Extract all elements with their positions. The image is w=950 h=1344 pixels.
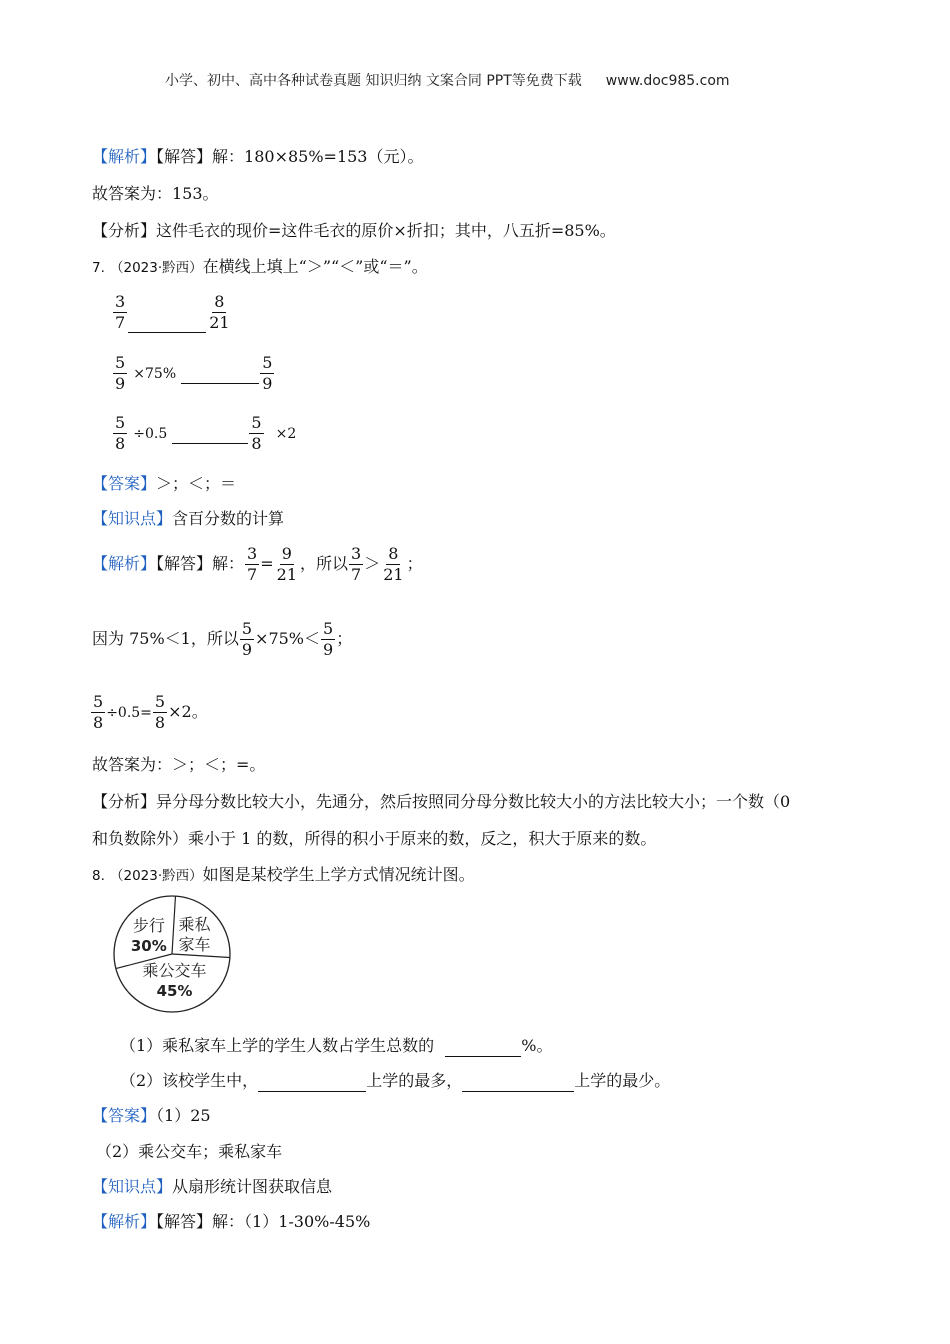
answer-blank[interactable] [172,423,248,444]
answer-blank[interactable] [258,1071,366,1092]
q7-analysis-2: 和负数除外）乘小于 1 的数，所得的积小于原来的数，反之，积大于原来的数。 [92,829,657,848]
q7-number: 7. [92,260,105,276]
tag-jieda: 【解答】 [156,554,213,573]
header-text: 小学、初中、高中各种试卷真题 知识归纳 文案合同 PPT等免费下载 [165,73,582,89]
pie-chart [108,893,238,1015]
q6-answer-line: 故答案为：153。 [92,184,219,203]
tag-jieda: 【解答】 [156,147,213,166]
q7-row2 [112,353,275,394]
fraction: $\frac{3}{7}$ [115,292,126,332]
q6-solution [92,147,424,167]
operator-text: ÷0.5 [133,426,168,442]
header-url[interactable]: www.doc985.com [605,73,730,89]
tag-daan: 【答案】 [92,474,157,493]
tag-zhishidian: 【知识点】 [92,509,173,528]
fraction: $\frac{5}{9}$ [262,353,273,393]
q8-source: （2023·黔西） [109,868,203,884]
fraction: $\frac{8}{21}$ [383,544,404,584]
q8-stem-text: 如图是某校学生上学方式情况统计图。 [202,865,475,884]
q8-stem [92,865,475,886]
q7-answer-text: ＞；＜；＝ [156,474,237,493]
tag-zhishidian: 【知识点】 [92,1177,173,1196]
solution-prefix: 解： [212,554,245,573]
q7-solution-2: 因为 75%＜1，所以 $\frac{5}{9}$ ×75%＜ $\frac{5}{9}$ ； [92,619,353,659]
pie-slice-label: 乘私 [178,915,211,935]
q8-answer [92,1106,211,1126]
q8-sub2-mid: 上学的最多， [366,1071,463,1090]
pie-slice-value-label: 家车 [178,935,211,955]
q8-answer-2: （2）乘公交车；乘私家车 [96,1142,283,1161]
q7-analysis-text: 异分母分数比较大小，先通分，然后按照同分母分数比较大小的方法比较大小；一个数（0 [156,792,791,811]
fraction: $\frac{5}{8}$ [251,413,262,453]
fraction: $\frac{5}{9}$ [241,619,253,659]
answer-blank[interactable] [445,1036,521,1057]
tag-jiexi: 【解析】 [92,554,157,573]
q7-knowledge-text: 含百分数的计算 [172,509,285,528]
q7-answer [92,474,236,494]
q6-analysis [92,221,616,241]
q8-sub2-post: 上学的最少。 [574,1071,671,1090]
pie-slice-value-label: 45% [156,981,193,1000]
fraction: $\frac{5}{8}$ [154,692,166,732]
fraction: $\frac{3}{7}$ [351,544,362,584]
operator-text: ×2 [275,426,297,442]
page-header [165,70,730,90]
q7-answer-line: 故答案为：＞；＜；=。 [92,755,266,774]
tag-daan: 【答案】 [92,1106,157,1125]
q7-solution-1: 【解析】【解答】解： $\frac{3}{7}$ = $\frac{9}{21}$ ，所以 $\frac{3}{7}$ ＞ $\frac{8}{21}$ ； [92,544,423,584]
q8-solution [92,1212,370,1232]
fraction: $\frac{5}{8}$ [93,692,104,732]
fraction: $\frac{3}{7}$ [247,544,258,584]
tag-fenxi: 【分析】 [92,792,157,811]
tag-jiexi: 【解析】 [92,147,157,166]
operator-text: ×75% [133,366,177,382]
q8-sub2 [120,1071,670,1092]
answer-blank[interactable] [181,363,259,384]
tag-jiexi: 【解析】 [92,1212,157,1231]
q7-knowledge [92,509,284,529]
pie-slice-value-label: 30% [130,936,167,955]
q8-sub2-pre: （2）该校学生中， [120,1071,259,1090]
fraction: $\frac{8}{21}$ [209,292,230,332]
fraction: $\frac{5}{9}$ [323,619,334,659]
q7-row3 [112,413,296,454]
fraction: $\frac{5}{8}$ [115,413,126,453]
q7-stem-text: 在横线上填上“＞”“＜”或“＝”。 [202,257,428,276]
pie-slice-label: 步行 [132,915,165,935]
q8-knowledge-text: 从扇形统计图获取信息 [172,1177,333,1196]
q8-sub1-pre: （1）乘私家车上学的学生人数占学生总数的 [120,1036,435,1055]
tag-fenxi: 【分析】 [92,221,157,240]
q7-analysis-1 [92,792,790,812]
tag-jieda: 【解答】 [156,1212,213,1231]
fraction: $\frac{9}{21}$ [276,544,297,584]
q7-row1 [112,292,233,333]
q6-solution-text: 解：180×85%=153（元）。 [212,147,424,166]
pie-slice-label: 乘公交车 [142,960,207,980]
q8-number: 8. [92,868,105,884]
fraction: $\frac{5}{9}$ [115,353,126,393]
q6-analysis-text: 这件毛衣的现价=这件毛衣的原价×折扣；其中，八五折=85%。 [156,221,616,240]
q8-answer-1: （1）25 [156,1106,211,1125]
q8-solution-text: 解：（1）1-30%-45% [212,1212,371,1231]
q7-source: （2023·黔西） [109,260,203,276]
q8-knowledge [92,1177,332,1197]
q8-sub1-post: %。 [521,1036,553,1055]
answer-blank[interactable] [462,1071,574,1092]
answer-blank[interactable] [128,312,206,333]
q8-sub1 [120,1036,553,1057]
q7-solution-3: $\frac{5}{8}$ ÷0.5= $\frac{5}{8}$ ×2。 [93,692,208,732]
q7-stem [92,257,428,278]
